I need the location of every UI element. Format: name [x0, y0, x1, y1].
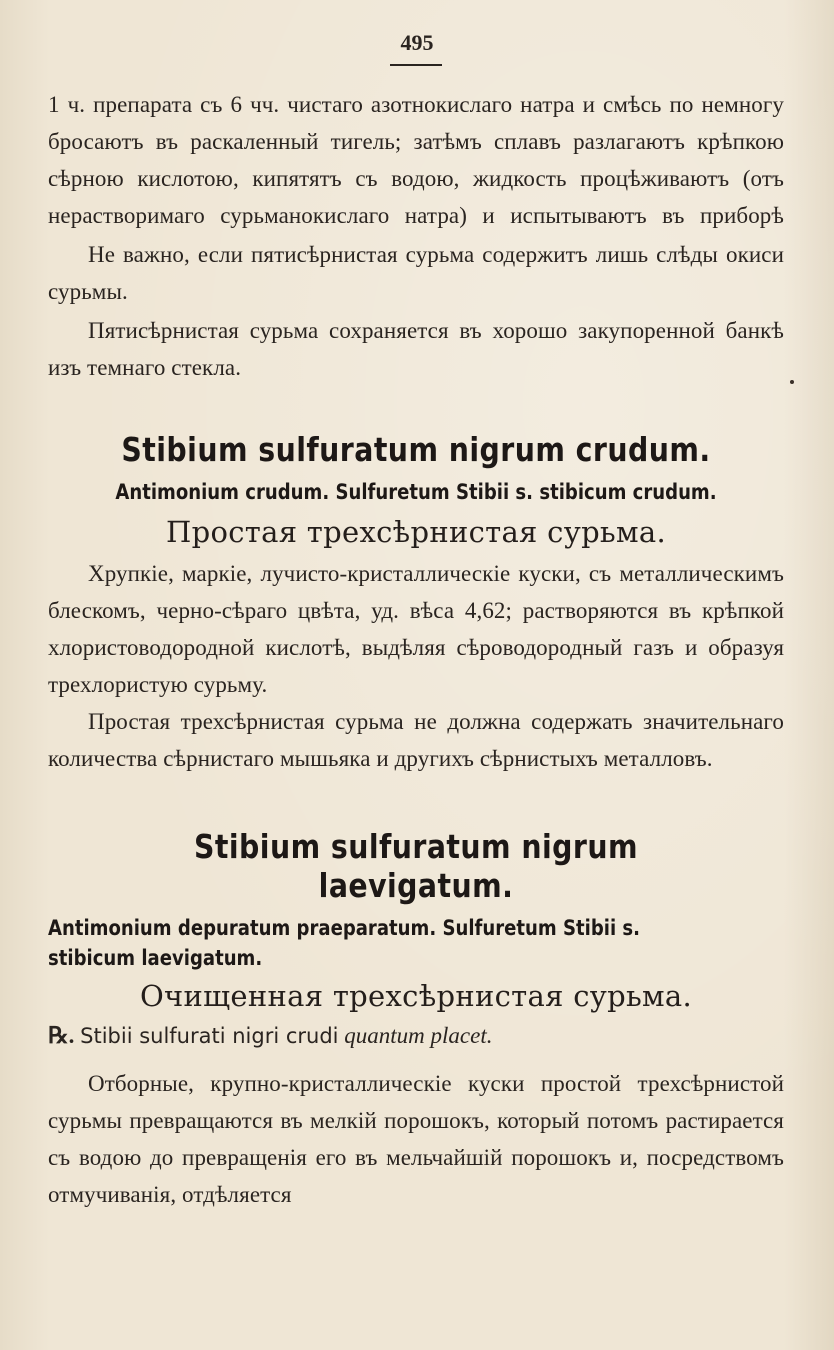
- recipe-line: [48, 1017, 784, 1055]
- paragraph-continuation-text: 1 ч. препарата съ 6 чч. чистаго азотнокислаго натра и смѣсь по немногу бросаютъ въ раскаленный тигель; затѣмъ сплавъ разлагаютъ крѣпкою сѣрною кислотою, кипятятъ съ водою, жидкость процѣживаютъ (отъ нерастворимаго сурьманокислаго натра) и испытываютъ въ приборѣ: [48, 92, 784, 228]
- page-number-rule: [390, 64, 442, 66]
- section-title: Stibium sulfuratum nigrum crudum.: [121, 430, 711, 469]
- page-content: [48, 86, 784, 1213]
- recipe-quantity: quantum placet.: [344, 1023, 493, 1048]
- section-synonyms: Antimonium depuratum praeparatum. Sulfuretum Stibii s. stibicum laevigatum.: [48, 916, 641, 970]
- section-russian-title: Очищенная трехсѣрнистая сурьма.: [139, 979, 693, 1013]
- paragraph-impurity-note: Не важно, если пятисѣрнистая сурьма содержитъ лишь слѣды окиси сурьмы.: [48, 242, 784, 304]
- recipe-ingredient: Stibii sulfurati nigri crudi: [80, 1024, 339, 1048]
- section-purity-requirement: Простая трехсѣрнистая сурьма не должна содержать значительнаго количества сѣрнистаго мышьяка и другихъ сѣрнистыхъ металловъ.: [48, 709, 784, 771]
- section-stibium-laevigatum: [48, 827, 784, 1213]
- section-synonyms: Antimonium crudum. Sulfuretum Stibii s. stibicum crudum.: [115, 480, 717, 504]
- paragraph-storage-note: Пятисѣрнистая сурьма сохраняется въ хорошо закупоренной банкѣ изъ темнаго стекла.: [48, 318, 784, 380]
- recipe-symbol: ℞.: [48, 1023, 75, 1048]
- print-speck: [790, 380, 794, 384]
- paragraph-continuation: [48, 86, 784, 234]
- page-number: 495: [400, 30, 434, 55]
- section-description: Хрупкіе, маркіе, лучисто-кристаллическіе куски, съ металлическимъ блескомъ, черно-сѣраго цвѣта, уд. вѣса 4,62; растворяются въ крѣпкой хлористоводородной кислотѣ, выдѣляя сѣроводородный газъ и образуя трехлористую сурьму.: [48, 561, 784, 697]
- section-title: Stibium sulfuratum nigrum laevigatum.: [194, 827, 638, 905]
- section-russian-title: Простая трехсѣрнистая сурьма.: [166, 515, 666, 549]
- section-preparation: Отборные, крупно-кристаллическіе куски простой трехсѣрнистой сурьмы превращаются въ мелкій порошокъ, который потомъ растирается съ водою до превращенія его въ мельчайшій порошокъ и, посредствомъ отмучиванія, отдѣляется: [48, 1071, 784, 1207]
- section-stibium-crudum: [48, 430, 784, 777]
